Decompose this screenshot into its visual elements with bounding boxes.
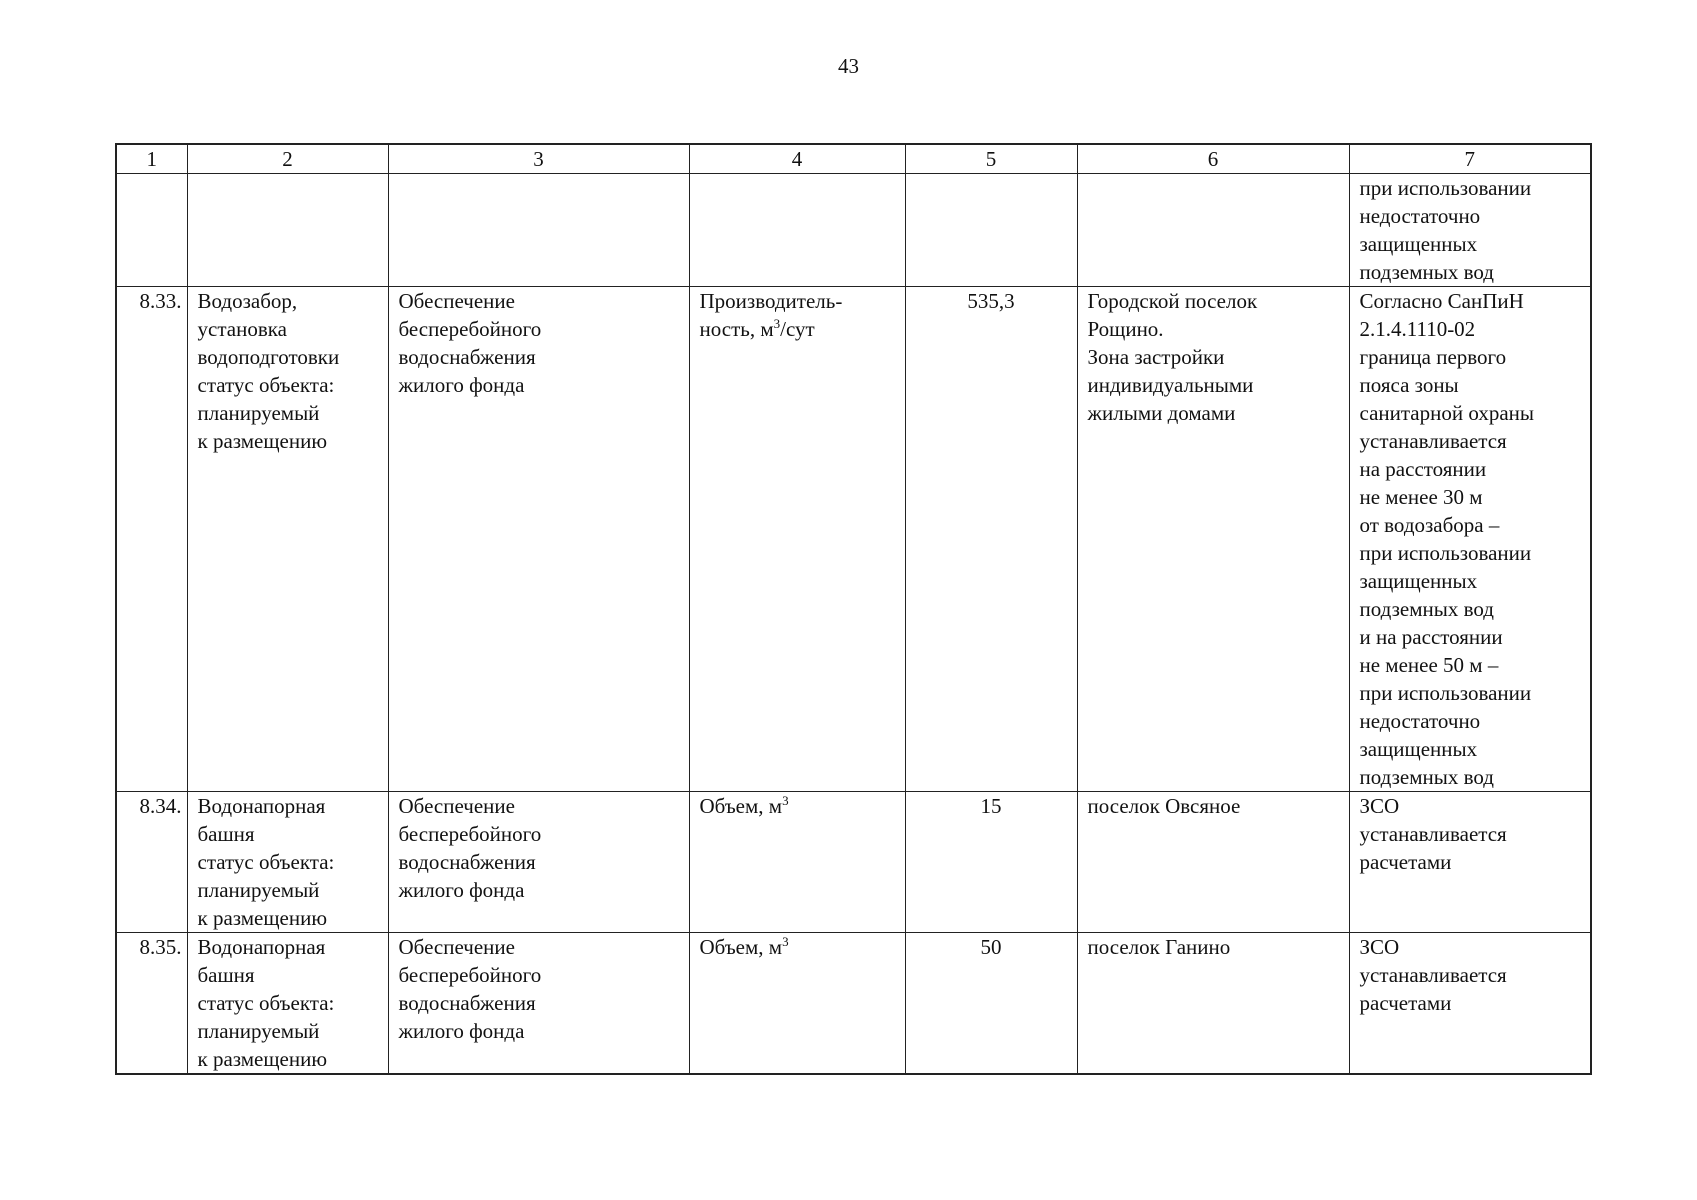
row-number-cell: 8.33. <box>116 287 187 792</box>
cell-line: жилыми домами <box>1087 401 1236 425</box>
zone-info-cell <box>1349 792 1591 933</box>
column-header: 1 <box>116 144 187 174</box>
cell-line: недостаточно <box>1359 204 1481 228</box>
cell-line: водоподготовки <box>197 345 340 369</box>
cell-line <box>700 315 895 343</box>
cell-line: защищенных <box>1359 737 1478 761</box>
location-cell <box>1077 287 1349 792</box>
object-name-cell <box>187 792 388 933</box>
cell-line-text: Объем, м <box>699 794 783 818</box>
unit-superscript: 3 <box>782 934 789 949</box>
cell-line: устанавливается <box>1359 429 1507 453</box>
cell-line: устанавливается <box>1359 822 1507 846</box>
zone-info-cell <box>1349 933 1591 1075</box>
cell-line: индивидуальными <box>1087 373 1254 397</box>
location-cell <box>1077 174 1349 287</box>
cell-line: санитарной охраны <box>1359 401 1535 425</box>
cell-line: ЗСО <box>1359 935 1400 959</box>
unit-suffix: /сут <box>780 317 815 341</box>
cell-line: жилого фонда <box>398 373 525 397</box>
cell-line: устанавливается <box>1359 963 1507 987</box>
row-number-cell: 8.35. <box>116 933 187 1075</box>
cell-line: водоснабжения <box>398 850 536 874</box>
cell-line: планируемый <box>197 878 320 902</box>
row-number-cell: 8.34. <box>116 792 187 933</box>
cell-line: граница первого <box>1359 345 1507 369</box>
characteristic-cell <box>689 174 905 287</box>
cell-line: расчетами <box>1359 850 1452 874</box>
table-row <box>116 933 1591 1075</box>
cell-line: водоснабжения <box>398 345 536 369</box>
column-header: 5 <box>905 144 1077 174</box>
cell-line: планируемый <box>197 401 320 425</box>
purpose-cell <box>388 792 689 933</box>
cell-line: бесперебойного <box>398 963 542 987</box>
value-cell: 50 <box>905 933 1077 1075</box>
column-header: 3 <box>388 144 689 174</box>
cell-line: Водозабор, <box>197 289 298 313</box>
cell-line: недостаточно <box>1359 709 1481 733</box>
cell-line-text: Производитель- <box>699 289 843 313</box>
page-number: 43 <box>838 54 859 78</box>
characteristic-cell <box>689 933 905 1075</box>
cell-line: к размещению <box>197 1047 328 1071</box>
cell-line: поселок Овсяное <box>1087 794 1241 818</box>
object-name-cell <box>187 174 388 287</box>
cell-line: Рощино. <box>1087 317 1164 341</box>
purpose-cell <box>388 287 689 792</box>
cell-line: не менее 30 м <box>1359 485 1483 509</box>
cell-line <box>700 792 895 820</box>
object-name-cell <box>187 933 388 1075</box>
column-header: 2 <box>187 144 388 174</box>
column-header: 4 <box>689 144 905 174</box>
cell-line: Зона застройки <box>1087 345 1225 369</box>
cell-line: Городской поселок <box>1087 289 1258 313</box>
cell-line: 2.1.4.1110-02 <box>1359 317 1476 341</box>
cell-line <box>700 287 895 315</box>
cell-line: защищенных <box>1359 569 1478 593</box>
cell-line: Обеспечение <box>398 935 515 959</box>
cell-line: и на расстоянии <box>1359 625 1503 649</box>
purpose-cell <box>388 933 689 1075</box>
cell-line: подземных вод <box>1359 597 1494 621</box>
table-header-row <box>116 144 1591 174</box>
zone-info-cell <box>1349 287 1591 792</box>
location-cell <box>1077 933 1349 1075</box>
cell-line: при использовании <box>1359 681 1532 705</box>
location-cell <box>1077 792 1349 933</box>
cell-line: статус объекта: <box>197 373 335 397</box>
cell-line: подземных вод <box>1359 260 1494 284</box>
unit-superscript: 3 <box>773 316 781 331</box>
cell-line: ЗСО <box>1359 794 1400 818</box>
cell-line: Водонапорная <box>197 794 326 818</box>
column-header: 6 <box>1077 144 1349 174</box>
cell-line: бесперебойного <box>398 822 542 846</box>
value-cell <box>905 174 1077 287</box>
cell-line: статус объекта: <box>197 991 335 1015</box>
characteristic-cell <box>689 287 905 792</box>
cell-line: башня <box>197 822 255 846</box>
cell-line: статус объекта: <box>197 850 335 874</box>
column-header: 7 <box>1349 144 1591 174</box>
cell-line-text: ность, м <box>699 317 774 341</box>
cell-line: водоснабжения <box>398 991 536 1015</box>
cell-line: подземных вод <box>1359 765 1494 789</box>
characteristic-cell <box>689 792 905 933</box>
cell-line: от водозабора – <box>1359 513 1500 537</box>
cell-line: жилого фонда <box>398 1019 525 1043</box>
cell-line: защищенных <box>1359 232 1478 256</box>
cell-line: планируемый <box>197 1019 320 1043</box>
cell-line <box>700 933 895 961</box>
data-table <box>115 143 1592 1075</box>
row-number-cell <box>116 174 187 287</box>
cell-line: на расстоянии <box>1359 457 1487 481</box>
cell-line: Обеспечение <box>398 289 515 313</box>
table-row <box>116 287 1591 792</box>
table-row <box>116 792 1591 933</box>
cell-line: жилого фонда <box>398 878 525 902</box>
value-cell: 15 <box>905 792 1077 933</box>
object-name-cell <box>187 287 388 792</box>
cell-line: бесперебойного <box>398 317 542 341</box>
cell-line: расчетами <box>1359 991 1452 1015</box>
table-row <box>116 174 1591 287</box>
cell-line: поселок Ганино <box>1087 935 1231 959</box>
value-cell: 535,3 <box>905 287 1077 792</box>
cell-line: Обеспечение <box>398 794 515 818</box>
cell-line-text: Объем, м <box>699 935 783 959</box>
cell-line: Водонапорная <box>197 935 326 959</box>
cell-line: к размещению <box>197 429 328 453</box>
cell-line: установка <box>197 317 287 341</box>
cell-line: Согласно СанПиН <box>1359 289 1524 313</box>
cell-line: при использовании <box>1359 541 1532 565</box>
unit-superscript: 3 <box>782 793 789 808</box>
cell-line: не менее 50 м – <box>1359 653 1499 677</box>
purpose-cell <box>388 174 689 287</box>
cell-line: пояса зоны <box>1359 373 1459 397</box>
cell-line: к размещению <box>197 906 328 930</box>
cell-line: башня <box>197 963 255 987</box>
cell-line: при использовании <box>1359 176 1532 200</box>
zone-info-cell <box>1349 174 1591 287</box>
